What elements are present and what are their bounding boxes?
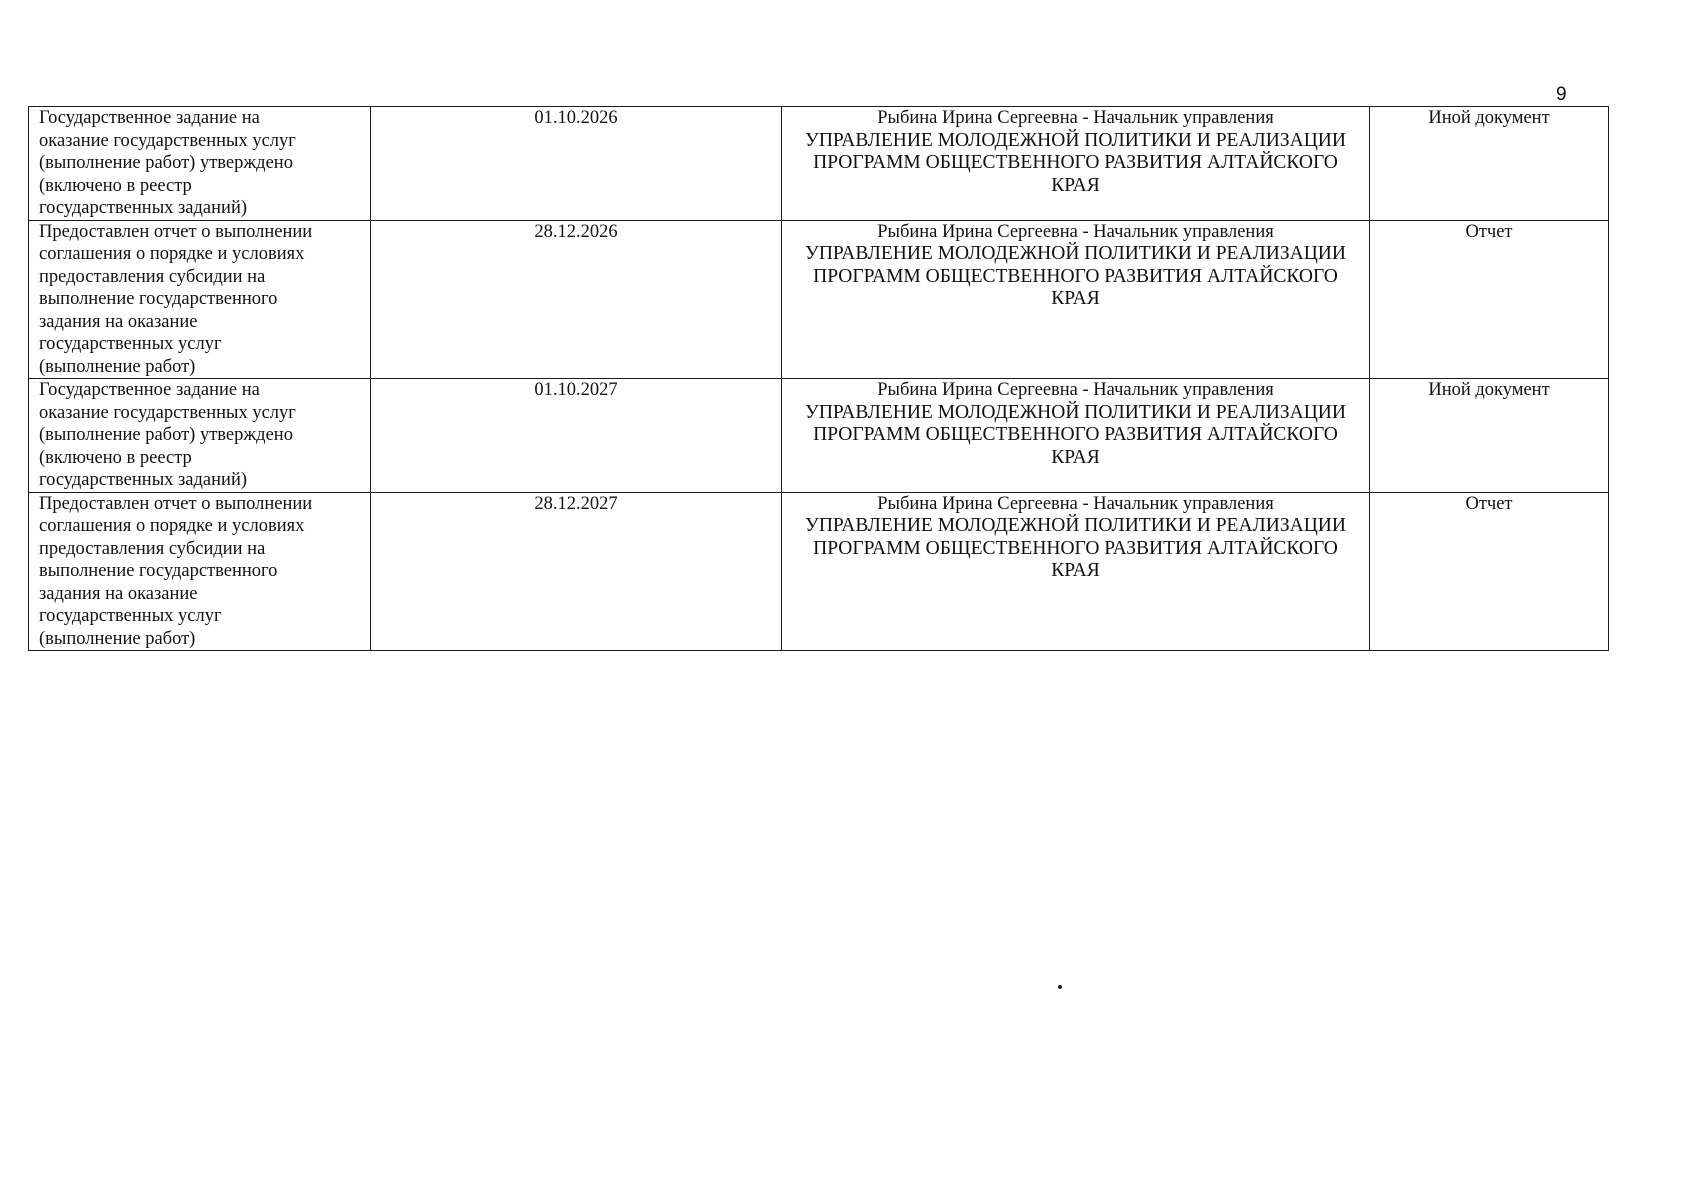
table-row xyxy=(29,220,1609,379)
page-number: 9 xyxy=(1556,84,1567,105)
date-cell: 01.10.2026 xyxy=(371,107,782,221)
responsible-organization: УПРАВЛЕНИЕ МОЛОДЕЖНОЙ ПОЛИТИКИ И РЕАЛИЗАЦИИ ПРОГРАММ ОБЩЕСТВЕННОГО РАЗВИТИЯ АЛТАЙСКОГО КРАЯ xyxy=(805,243,1346,309)
table-row xyxy=(29,492,1609,651)
event-cell: Государственное задание на оказание государственных услуг (выполнение работ) утверждено (включено в реестр государственных заданий) xyxy=(29,107,371,221)
responsible-cell xyxy=(782,379,1370,493)
control-points-table xyxy=(28,106,1609,651)
responsible-cell xyxy=(782,492,1370,651)
responsible-person: Рыбина Ирина Сергеевна - Начальник управления xyxy=(877,380,1274,400)
responsible-organization: УПРАВЛЕНИЕ МОЛОДЕЖНОЙ ПОЛИТИКИ И РЕАЛИЗАЦИИ ПРОГРАММ ОБЩЕСТВЕННОГО РАЗВИТИЯ АЛТАЙСКОГО КРАЯ xyxy=(805,401,1346,468)
responsible-person: Рыбина Ирина Сергеевна - Начальник управления xyxy=(877,221,1274,242)
event-cell: Предоставлен отчет о выполнении соглашения о порядке и условиях предоставления субсидии на выполнение государственного задания на оказание государственных услуг (выполнение работ) xyxy=(29,220,371,379)
responsible-organization: УПРАВЛЕНИЕ МОЛОДЕЖНОЙ ПОЛИТИКИ И РЕАЛИЗАЦИИ ПРОГРАММ ОБЩЕСТВЕННОГО РАЗВИТИЯ АЛТАЙСКОГО КРАЯ xyxy=(805,515,1346,581)
scan-speck xyxy=(1058,985,1062,989)
table-row xyxy=(29,379,1609,493)
document-type-cell: Иной документ xyxy=(1370,379,1609,493)
responsible-cell xyxy=(782,220,1370,379)
document-type-cell: Отчет xyxy=(1370,492,1609,651)
event-cell: Государственное задание на оказание государственных услуг (выполнение работ) утверждено (включено в реестр государственных заданий) xyxy=(29,379,371,493)
document-type-cell: Иной документ xyxy=(1370,107,1609,221)
responsible-person: Рыбина Ирина Сергеевна - Начальник управления xyxy=(877,108,1274,128)
responsible-person: Рыбина Ирина Сергеевна - Начальник управления xyxy=(877,493,1274,514)
date-cell: 28.12.2026 xyxy=(371,220,782,379)
date-cell: 28.12.2027 xyxy=(371,492,782,651)
table-row xyxy=(29,107,1609,221)
document-type-cell: Отчет xyxy=(1370,220,1609,379)
date-cell: 01.10.2027 xyxy=(371,379,782,493)
event-cell: Предоставлен отчет о выполнении соглашения о порядке и условиях предоставления субсидии на выполнение государственного задания на оказание государственных услуг (выполнение работ) xyxy=(29,492,371,651)
responsible-organization: УПРАВЛЕНИЕ МОЛОДЕЖНОЙ ПОЛИТИКИ И РЕАЛИЗАЦИИ ПРОГРАММ ОБЩЕСТВЕННОГО РАЗВИТИЯ АЛТАЙСКОГО КРАЯ xyxy=(805,129,1346,196)
responsible-cell xyxy=(782,107,1370,221)
